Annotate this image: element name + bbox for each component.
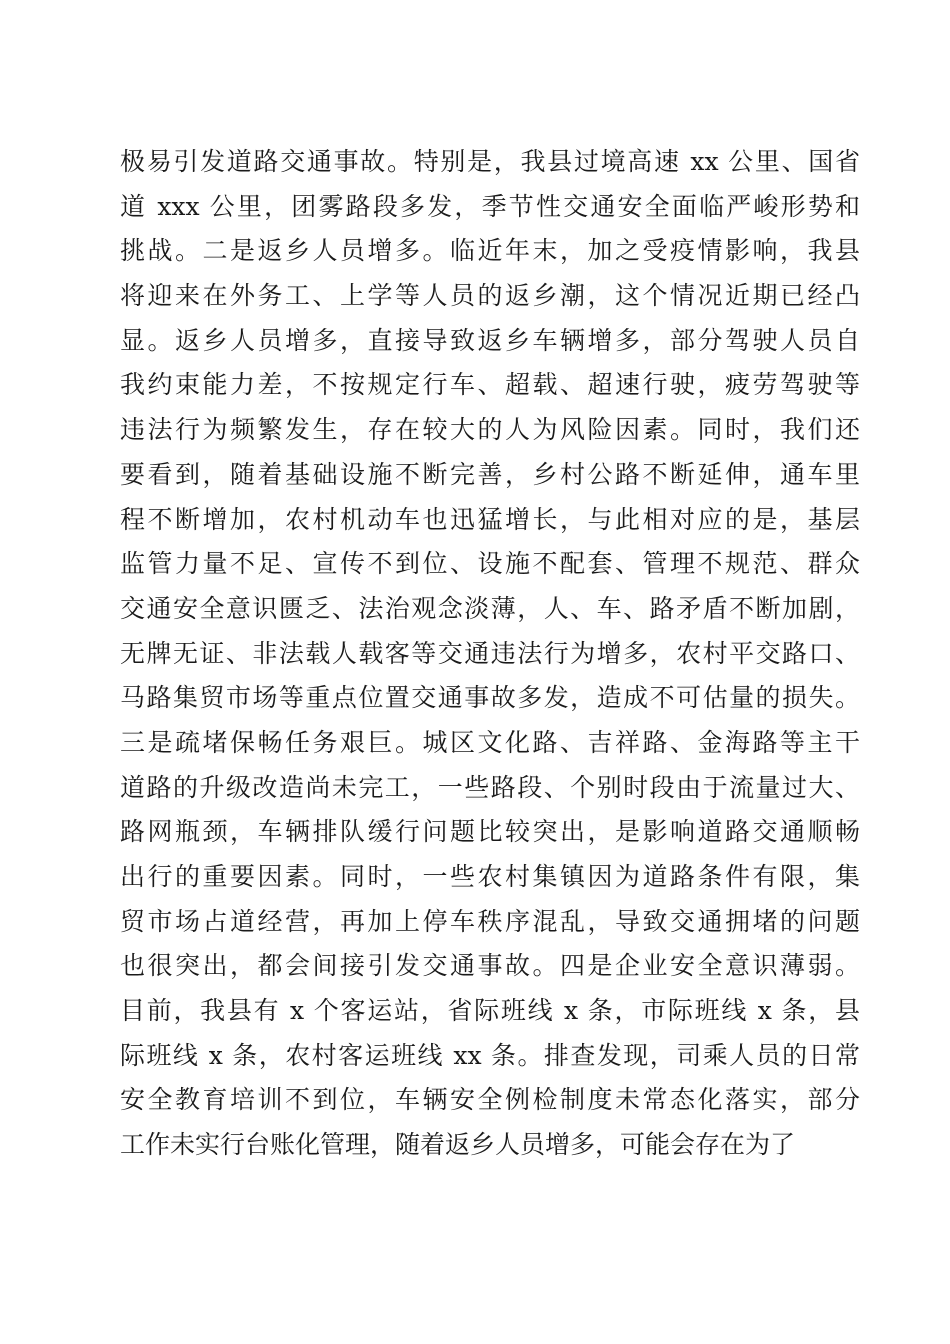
text-line: 显。返乡人员增多，直接导致返乡车辆增多，部分驾驶人员自: [120, 325, 860, 355]
text-line: 际班线 x 条，农村客运班线 xx 条。排查发现，司乘人员的日常: [120, 1040, 860, 1070]
text-line: 极易引发道路交通事故。特别是，我县过境高速 xx 公里、国省: [120, 147, 860, 176]
text-line: 道 xxx 公里，团雾路段多发，季节性交通安全面临严峻形势和: [120, 191, 860, 221]
text-line: 工作未实行台账化管理，随着返乡人员增多，可能会存在为了: [120, 1130, 796, 1160]
text-line: 三是疏堵保畅任务艰巨。城区文化路、吉祥路、金海路等主干: [120, 727, 860, 757]
text-line: 道路的升级改造尚未完工，一些路段、个别时段由于流量过大、: [120, 772, 860, 802]
text-line: 无牌无证、非法载人载客等交通违法行为增多，农村平交路口、: [120, 638, 860, 668]
text-line: 也很突出，都会间接引发交通事故。四是企业安全意识薄弱。: [120, 951, 860, 981]
text-line: 安全教育培训不到位，车辆安全例检制度未常态化落实，部分: [120, 1085, 860, 1115]
body-text: [120, 140, 860, 1168]
text-line: 路网瓶颈，车辆排队缓行问题比较突出，是影响道路交通顺畅: [120, 817, 860, 847]
text-line: 贸市场占道经营，再加上停车秩序混乱，导致交通拥堵的问题: [120, 906, 860, 936]
text-line: 要看到，随着基础设施不断完善，乡村公路不断延伸，通车里: [120, 459, 860, 489]
text-line: 违法行为频繁发生，存在较大的人为风险因素。同时，我们还: [120, 415, 860, 445]
text-line: 监管力量不足、宣传不到位、设施不配套、管理不规范、群众: [120, 549, 860, 579]
text-line: 将迎来在外务工、上学等人员的返乡潮，这个情况近期已经凸: [120, 281, 860, 311]
text-line: 挑战。二是返乡人员增多。临近年末，加之受疫情影响，我县: [120, 236, 860, 266]
text-line: 出行的重要因素。同时，一些农村集镇因为道路条件有限，集: [120, 862, 860, 891]
text-line: 交通安全意识匮乏、法治观念淡薄，人、车、路矛盾不断加剧，: [120, 593, 860, 623]
text-line: 我约束能力差，不按规定行车、超载、超速行驶，疲劳驾驶等: [120, 370, 860, 400]
text-line: 目前，我县有 x 个客运站，省际班线 x 条，市际班线 x 条，县: [120, 996, 860, 1026]
text-line: 程不断增加，农村机动车也迅猛增长，与此相对应的是，基层: [120, 504, 860, 534]
text-line: 马路集贸市场等重点位置交通事故多发，造成不可估量的损失。: [120, 683, 860, 713]
